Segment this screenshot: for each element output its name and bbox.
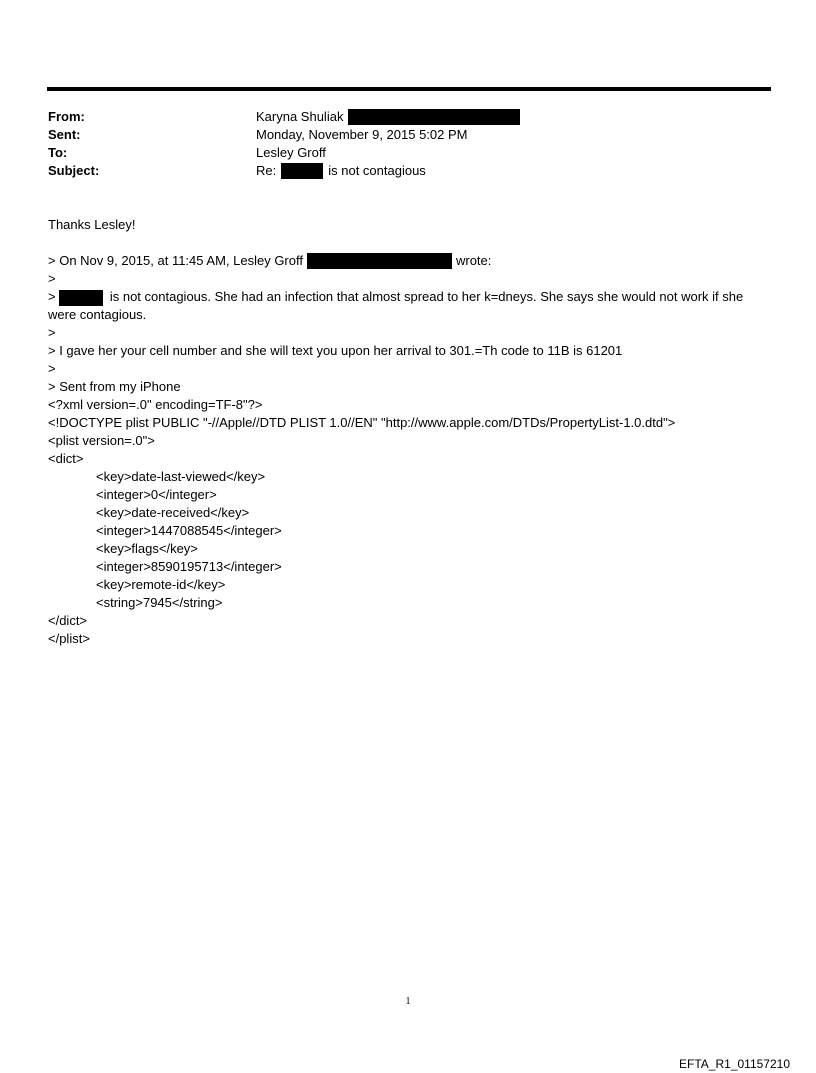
xml-line: <key>date-received</key>	[96, 505, 250, 520]
to-label: To:	[48, 145, 68, 160]
xml-line: <?xml version=.0" encoding=TF-8"?>	[48, 397, 263, 412]
xml-line: <key>date-last-viewed</key>	[96, 469, 266, 484]
quote-line: >	[48, 361, 56, 376]
page-number: 1	[405, 996, 411, 1007]
xml-line: </plist>	[48, 631, 90, 646]
from-value: Karyna Shuliak	[256, 109, 344, 124]
subject-prefix: Re:	[256, 163, 277, 178]
sent-value: Monday, November 9, 2015 5:02 PM	[256, 127, 468, 142]
xml-line: <integer>1447088545</integer>	[96, 523, 282, 538]
to-value: Lesley Groff	[256, 145, 326, 160]
quote-line: >	[48, 271, 56, 286]
redaction-block	[59, 290, 103, 306]
header-rule	[47, 87, 771, 91]
redaction-block	[348, 109, 520, 125]
sent-row	[48, 126, 768, 144]
xml-line: </dict>	[48, 613, 88, 628]
from-row	[48, 108, 768, 126]
xml-line: <key>flags</key>	[96, 541, 198, 556]
subject-row	[48, 162, 768, 180]
from-label: From:	[48, 109, 85, 124]
xml-line: <dict>	[48, 451, 84, 466]
xml-line: <integer>0</integer>	[96, 487, 217, 502]
sent-label: Sent:	[48, 127, 81, 142]
xml-line: <integer>8590195713</integer>	[96, 559, 282, 574]
xml-line: <string>7945</string>	[96, 595, 223, 610]
redaction-block	[307, 253, 452, 269]
redaction-block	[281, 163, 323, 179]
quote-intro: > On Nov 9, 2015, at 11:45 AM, Lesley Groff wrote:	[48, 253, 492, 268]
to-row	[48, 144, 768, 162]
xml-line: <plist version=.0">	[48, 433, 155, 448]
subject-suffix: is not contagious	[328, 163, 426, 178]
email-body	[48, 216, 768, 648]
bates-number: EFTA_R1_01157210	[679, 1057, 790, 1071]
greeting: Thanks Lesley!	[48, 217, 136, 232]
quote-signature: > Sent from my iPhone	[48, 379, 181, 394]
quote-paragraph: > is not contagious. She had an infection that almost spread to her k=dneys. She says she would not work if she were contagious.	[48, 289, 744, 322]
xml-line: <key>remote-id</key>	[96, 577, 226, 592]
subject-label: Subject:	[48, 163, 100, 178]
quote-paragraph: > I gave her your cell number and she will text you upon her arrival to 301.=Th code to 11B is 61201	[48, 343, 623, 358]
email-header	[48, 108, 768, 180]
xml-line: <!DOCTYPE plist PUBLIC "-//Apple//DTD PLIST 1.0//EN" "http://www.apple.com/DTDs/PropertyList-1.0.dtd">	[48, 415, 676, 430]
quote-line: >	[48, 325, 56, 340]
